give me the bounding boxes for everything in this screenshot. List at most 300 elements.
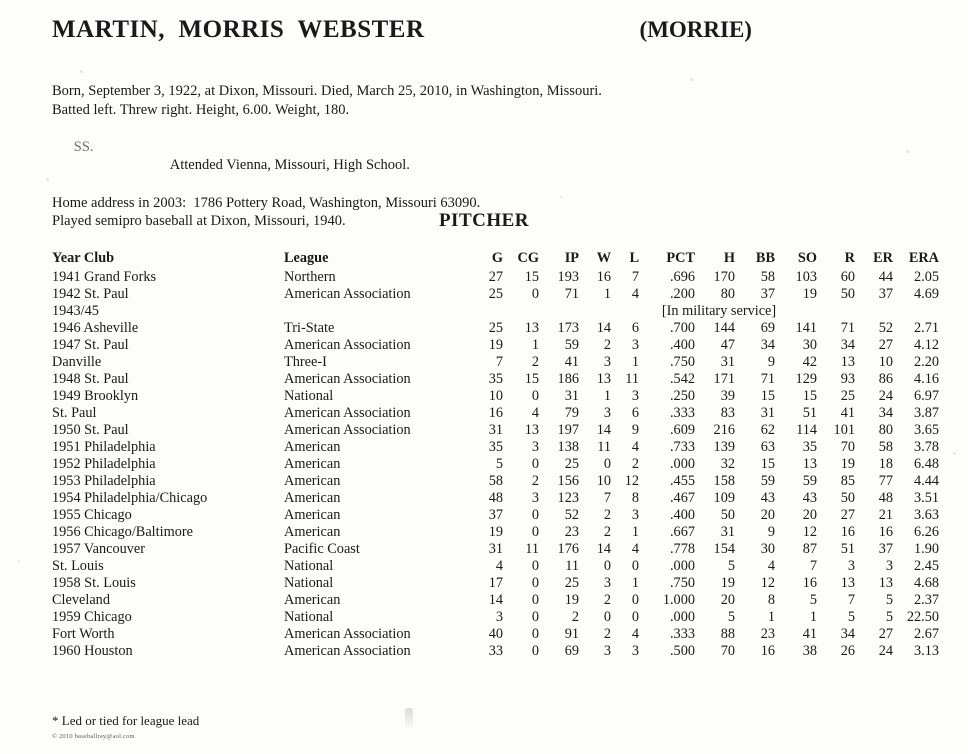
cell-g: 3	[495, 609, 503, 625]
cell-cg: 0	[531, 558, 539, 574]
cell-w: 3	[603, 643, 611, 659]
cell-bb: 34	[760, 337, 775, 353]
cell-pct: .750	[669, 354, 695, 370]
col-year-club: Year Club	[52, 250, 115, 266]
cell-h: 83	[720, 405, 735, 421]
cell-g: 19	[488, 524, 503, 540]
cell-league: National	[284, 388, 334, 404]
cell-h: 19	[720, 575, 735, 591]
cell-er: 37	[878, 541, 893, 557]
cell-l: 0	[631, 558, 639, 574]
cell-er: 80	[878, 422, 893, 438]
cell-era: 2.20	[913, 354, 939, 370]
cell-league: American Association	[284, 337, 411, 353]
cell-w: 2	[603, 337, 611, 353]
cell-cg: 2	[531, 354, 539, 370]
cell-year-club: 1952 Philadelphia	[52, 456, 156, 472]
scan-smudge	[405, 708, 413, 730]
table-row	[52, 609, 939, 626]
cell-era: 6.26	[913, 524, 939, 540]
cell-pct: .667	[669, 524, 695, 540]
cell-w: 2	[603, 524, 611, 540]
table-row	[52, 371, 939, 388]
cell-pct: .750	[669, 575, 695, 591]
cell-year-club: 1955 Chicago	[52, 507, 132, 523]
footnote: * Led or tied for league lead	[52, 713, 200, 728]
cell-era: 3.87	[913, 405, 939, 421]
col-er: ER	[873, 250, 893, 266]
cell-league: American	[284, 439, 341, 455]
cell-cg: 15	[524, 371, 539, 387]
cell-league: Northern	[284, 269, 336, 285]
cell-r: 50	[840, 286, 855, 302]
cell-bb: 30	[760, 541, 775, 557]
scan-speck	[690, 78, 693, 81]
bio-line-school	[52, 119, 602, 193]
cell-pct: .000	[669, 456, 695, 472]
table-row	[52, 643, 939, 660]
cell-league: American	[284, 507, 341, 523]
cell-league: American	[284, 456, 341, 472]
cell-era: 6.97	[913, 388, 939, 404]
cell-pct: .333	[669, 626, 695, 642]
col-ip: IP	[564, 250, 579, 266]
table-row	[52, 286, 939, 303]
cell-g: 37	[488, 507, 503, 523]
cell-cg: 0	[531, 507, 539, 523]
cell-r: 60	[840, 269, 855, 285]
cell-era: 3.51	[913, 490, 939, 506]
cell-so: 5	[809, 592, 817, 608]
page-header	[52, 16, 928, 44]
cell-pct: .200	[669, 286, 695, 302]
cell-h: 139	[713, 439, 735, 455]
cell-g: 25	[488, 286, 503, 302]
cell-era: 1.90	[913, 541, 939, 557]
cell-year-club: 1947 St. Paul	[52, 337, 129, 353]
cell-g: 58	[488, 473, 503, 489]
cell-h: 39	[720, 388, 735, 404]
cell-so: 19	[802, 286, 817, 302]
cell-h: 31	[720, 354, 735, 370]
cell-pct: .333	[669, 405, 695, 421]
cell-so: 42	[802, 354, 817, 370]
cell-pct: 1.000	[662, 592, 695, 608]
cell-ip: 71	[564, 286, 579, 302]
cell-cg: 0	[531, 626, 539, 642]
cell-ip: 138	[557, 439, 579, 455]
cell-l: 7	[631, 269, 639, 285]
cell-bb: 12	[760, 575, 775, 591]
table-row	[52, 388, 939, 405]
cell-era: 4.12	[913, 337, 939, 353]
cell-era: 3.78	[913, 439, 939, 455]
cell-era: 2.05	[913, 269, 939, 285]
cell-bb: 43	[760, 490, 775, 506]
cell-r: 50	[840, 490, 855, 506]
cell-l: 3	[631, 507, 639, 523]
cell-w: 1	[603, 286, 611, 302]
cell-r: 13	[840, 575, 855, 591]
cell-bb: 71	[760, 371, 775, 387]
cell-er: 48	[878, 490, 893, 506]
cell-g: 19	[488, 337, 503, 353]
cell-l: 12	[624, 473, 639, 489]
cell-g: 33	[488, 643, 503, 659]
cell-league: American Association	[284, 286, 411, 302]
cell-l: 8	[631, 490, 639, 506]
cell-r: 7	[847, 592, 855, 608]
cell-h: 50	[720, 507, 735, 523]
cell-year-club: Danville	[52, 354, 102, 370]
cell-bb: 15	[760, 456, 775, 472]
cell-so: 12	[802, 524, 817, 540]
cell-era: 4.69	[913, 286, 939, 302]
cell-league: American Association	[284, 371, 411, 387]
cell-er: 21	[878, 507, 893, 523]
cell-r: 13	[840, 354, 855, 370]
cell-cg: 0	[531, 643, 539, 659]
cell-w: 16	[596, 269, 611, 285]
cell-l: 9	[631, 422, 639, 438]
bio-line-semipro: Played semipro baseball at Dixon, Missouri, 1940.	[52, 213, 346, 230]
cell-era: 2.45	[913, 558, 939, 574]
cell-so: 41	[802, 626, 817, 642]
cell-bb: 37	[760, 286, 775, 302]
cell-year-club: 1941 Grand Forks	[52, 269, 157, 285]
cell-r: 34	[840, 626, 855, 642]
cell-w: 3	[603, 405, 611, 421]
scan-speck	[906, 150, 909, 153]
cell-year-club: 1959 Chicago	[52, 609, 132, 625]
cell-h: 20	[720, 592, 735, 608]
cell-w: 0	[603, 456, 611, 472]
cell-league: American Association	[284, 626, 411, 642]
cell-era: 2.67	[913, 626, 939, 642]
cell-cg: 0	[531, 609, 539, 625]
cell-g: 16	[488, 405, 503, 421]
cell-w: 10	[596, 473, 611, 489]
table-row	[52, 575, 939, 592]
cell-bb: 58	[760, 269, 775, 285]
cell-league: National	[284, 609, 334, 625]
cell-w: 0	[603, 609, 611, 625]
col-era: ERA	[908, 250, 939, 266]
cell-pct: .700	[669, 320, 695, 336]
cell-bb: 9	[767, 354, 775, 370]
cell-er: 27	[878, 337, 893, 353]
table-row	[52, 490, 939, 507]
cell-r: 70	[840, 439, 855, 455]
cell-ip: 173	[557, 320, 579, 336]
table-row	[52, 269, 939, 286]
cell-l: 4	[631, 286, 639, 302]
table-row	[52, 439, 939, 456]
bio-position-label: SS.	[73, 138, 94, 155]
col-bb: BB	[755, 250, 775, 266]
cell-ip: 25	[564, 456, 579, 472]
col-w: W	[596, 250, 611, 266]
cell-g: 35	[488, 439, 503, 455]
table-row	[52, 354, 939, 371]
cell-ip: 186	[557, 371, 579, 387]
cell-w: 3	[603, 575, 611, 591]
cell-g: 14	[488, 592, 503, 608]
cell-r: 41	[840, 405, 855, 421]
cell-cg: 13	[524, 422, 539, 438]
cell-year-club: Cleveland	[52, 592, 110, 608]
cell-league	[284, 303, 469, 320]
cell-so: 59	[802, 473, 817, 489]
cell-year-club: Fort Worth	[52, 626, 115, 642]
col-league: League	[284, 250, 329, 266]
cell-bb: 63	[760, 439, 775, 455]
scan-speck	[46, 178, 49, 181]
cell-league: Three-I	[284, 354, 327, 370]
cell-cg: 4	[531, 405, 539, 421]
cell-er: 34	[878, 405, 893, 421]
cell-league: American	[284, 592, 341, 608]
cell-h: 171	[713, 371, 735, 387]
table-row	[52, 320, 939, 337]
cell-year-club: 1943/45	[52, 303, 99, 319]
cell-so: 13	[802, 456, 817, 472]
cell-cg: 2	[531, 473, 539, 489]
cell-h: 47	[720, 337, 735, 353]
cell-l: 4	[631, 541, 639, 557]
cell-ip: 69	[564, 643, 579, 659]
cell-er: 13	[878, 575, 893, 591]
cell-cg: 0	[531, 575, 539, 591]
cell-bb: 1	[767, 609, 775, 625]
cell-so: 30	[802, 337, 817, 353]
cell-h: 88	[720, 626, 735, 642]
cell-l: 1	[631, 354, 639, 370]
cell-ip: 11	[565, 558, 579, 574]
cell-year-club: 1942 St. Paul	[52, 286, 129, 302]
cell-cg: 0	[531, 592, 539, 608]
cell-bb: 62	[760, 422, 775, 438]
cell-cg: 11	[525, 541, 539, 557]
cell-era: 2.71	[913, 320, 939, 336]
cell-l: 3	[631, 643, 639, 659]
col-g: G	[491, 250, 503, 266]
cell-league: American	[284, 524, 341, 540]
cell-g: 10	[488, 388, 503, 404]
cell-l: 11	[625, 371, 639, 387]
cell-bb: 9	[767, 524, 775, 540]
cell-er: 37	[878, 286, 893, 302]
cell-league: American	[284, 473, 341, 489]
cell-l: 6	[631, 320, 639, 336]
cell-so: 35	[802, 439, 817, 455]
cell-league: American	[284, 490, 341, 506]
cell-cg: 3	[531, 439, 539, 455]
cell-er: 16	[878, 524, 893, 540]
cell-g: 17	[488, 575, 503, 591]
cell-so: 16	[802, 575, 817, 591]
cell-h: 5	[727, 609, 735, 625]
table-row	[52, 541, 939, 558]
cell-era: 3.65	[913, 422, 939, 438]
table-row	[52, 473, 939, 490]
cell-h: 32	[720, 456, 735, 472]
cell-r: 25	[840, 388, 855, 404]
cell-cg: 1	[531, 337, 539, 353]
cell-pct: .400	[669, 337, 695, 353]
cell-ip: 197	[557, 422, 579, 438]
cell-h: 80	[720, 286, 735, 302]
cell-h: 70	[720, 643, 735, 659]
cell-w: 0	[603, 558, 611, 574]
cell-cg: 0	[531, 456, 539, 472]
cell-era: 6.48	[913, 456, 939, 472]
bio-line-address: Home address in 2003: 1786 Pottery Road, Washington, Missouri 63090.	[52, 194, 481, 211]
bio-school-text: Attended Vienna, Missouri, High School.	[169, 157, 410, 174]
cell-so: 1	[809, 609, 817, 625]
cell-w: 7	[603, 490, 611, 506]
cell-ip: 23	[564, 524, 579, 540]
table-header-row	[52, 250, 939, 269]
cell-pct: .609	[669, 422, 695, 438]
cell-g: 40	[488, 626, 503, 642]
cell-g: 25	[488, 320, 503, 336]
table-row	[52, 558, 939, 575]
cell-l: 2	[631, 456, 639, 472]
bio-line-born: Born, September 3, 1922, at Dixon, Missouri. Died, March 25, 2010, in Washington, Missouri.	[52, 83, 602, 99]
cell-r: 71	[840, 320, 855, 336]
cell-r: 5	[847, 609, 855, 625]
cell-league: American Association	[284, 405, 411, 421]
table-row	[52, 405, 939, 422]
cell-h: 144	[713, 320, 735, 336]
cell-so: 43	[802, 490, 817, 506]
cell-ip: 25	[564, 575, 579, 591]
cell-bb: 4	[767, 558, 775, 574]
cell-league: American Association	[284, 422, 411, 438]
cell-league: National	[284, 575, 334, 591]
cell-league: Pacific Coast	[284, 541, 360, 557]
cell-bb: 31	[760, 405, 775, 421]
cell-r: 26	[840, 643, 855, 659]
cell-ip: 52	[564, 507, 579, 523]
col-pct: PCT	[666, 250, 695, 266]
cell-ip: 123	[557, 490, 579, 506]
cell-h: 31	[720, 524, 735, 540]
cell-er: 44	[878, 269, 893, 285]
cell-er: 24	[878, 643, 893, 659]
cell-year-club: 1956 Chicago/Baltimore	[52, 524, 193, 540]
cell-g: 27	[488, 269, 503, 285]
cell-cg: 15	[524, 269, 539, 285]
cell-l: 3	[631, 388, 639, 404]
cell-ip: 193	[557, 269, 579, 285]
cell-h: 216	[713, 422, 735, 438]
cell-so: 20	[802, 507, 817, 523]
cell-so: 15	[802, 388, 817, 404]
cell-er: 27	[878, 626, 893, 642]
cell-pct: .467	[669, 490, 695, 506]
cell-r: 34	[840, 337, 855, 353]
cell-er: 86	[878, 371, 893, 387]
cell-g: 7	[495, 354, 503, 370]
bio-line-physical: Batted left. Threw right. Height, 6.00. Weight, 180.	[52, 101, 350, 118]
cell-year-club: 1948 St. Paul	[52, 371, 129, 387]
cell-bb: 59	[760, 473, 775, 489]
pitching-stats-table	[52, 250, 939, 660]
cell-year-club: St. Louis	[52, 558, 104, 574]
cell-pct: .500	[669, 643, 695, 659]
cell-era: 4.16	[913, 371, 939, 387]
cell-so: 51	[802, 405, 817, 421]
cell-er: 5	[885, 592, 893, 608]
table-row	[52, 303, 939, 320]
cell-year-club: 1957 Vancouver	[52, 541, 146, 557]
cell-pct: .696	[669, 269, 695, 285]
cell-era: 4.68	[913, 575, 939, 591]
cell-w: 2	[603, 592, 611, 608]
cell-year-club: 1949 Brooklyn	[52, 388, 139, 404]
cell-er: 10	[878, 354, 893, 370]
cell-l: 0	[631, 609, 639, 625]
cell-l: 1	[631, 524, 639, 540]
cell-ip: 156	[557, 473, 579, 489]
cell-bb: 69	[760, 320, 775, 336]
cell-so: 103	[795, 269, 817, 285]
cell-bb: 20	[760, 507, 775, 523]
cell-ip: 59	[564, 337, 579, 353]
cell-l: 4	[631, 439, 639, 455]
cell-l: 3	[631, 337, 639, 353]
cell-g: 48	[488, 490, 503, 506]
cell-year-club: 1951 Philadelphia	[52, 439, 156, 455]
cell-g: 4	[495, 558, 503, 574]
cell-l: 6	[631, 405, 639, 421]
cell-year-club: 1953 Philadelphia	[52, 473, 156, 489]
cell-league: American Association	[284, 643, 411, 659]
cell-l: 4	[631, 626, 639, 642]
cell-note: [In military service]	[661, 303, 777, 319]
cell-h: 154	[713, 541, 735, 557]
cell-year-club: 1954 Philadelphia/Chicago	[52, 490, 208, 506]
biography-block	[52, 82, 602, 231]
cell-w: 3	[603, 354, 611, 370]
cell-h: 109	[713, 490, 735, 506]
section-title-pitcher: PITCHER	[438, 210, 530, 231]
cell-g: 31	[488, 541, 503, 557]
cell-bb: 8	[767, 592, 775, 608]
cell-bb: 16	[760, 643, 775, 659]
scan-speck	[80, 70, 83, 73]
cell-bb: 23	[760, 626, 775, 642]
cell-er: 24	[878, 388, 893, 404]
cell-year-club: 1946 Asheville	[52, 320, 139, 336]
cell-era: 2.37	[913, 592, 939, 608]
cell-so: 38	[802, 643, 817, 659]
table-row	[52, 422, 939, 439]
cell-pct: .455	[669, 473, 695, 489]
cell-ip: 2	[571, 609, 579, 625]
scan-speck	[953, 452, 956, 455]
scan-speck	[18, 560, 20, 562]
table-row	[52, 337, 939, 354]
cell-pct: .000	[669, 558, 695, 574]
cell-er: 58	[878, 439, 893, 455]
cell-ip: 176	[557, 541, 579, 557]
table-row	[52, 626, 939, 643]
cell-r: 16	[840, 524, 855, 540]
cell-h: 158	[713, 473, 735, 489]
